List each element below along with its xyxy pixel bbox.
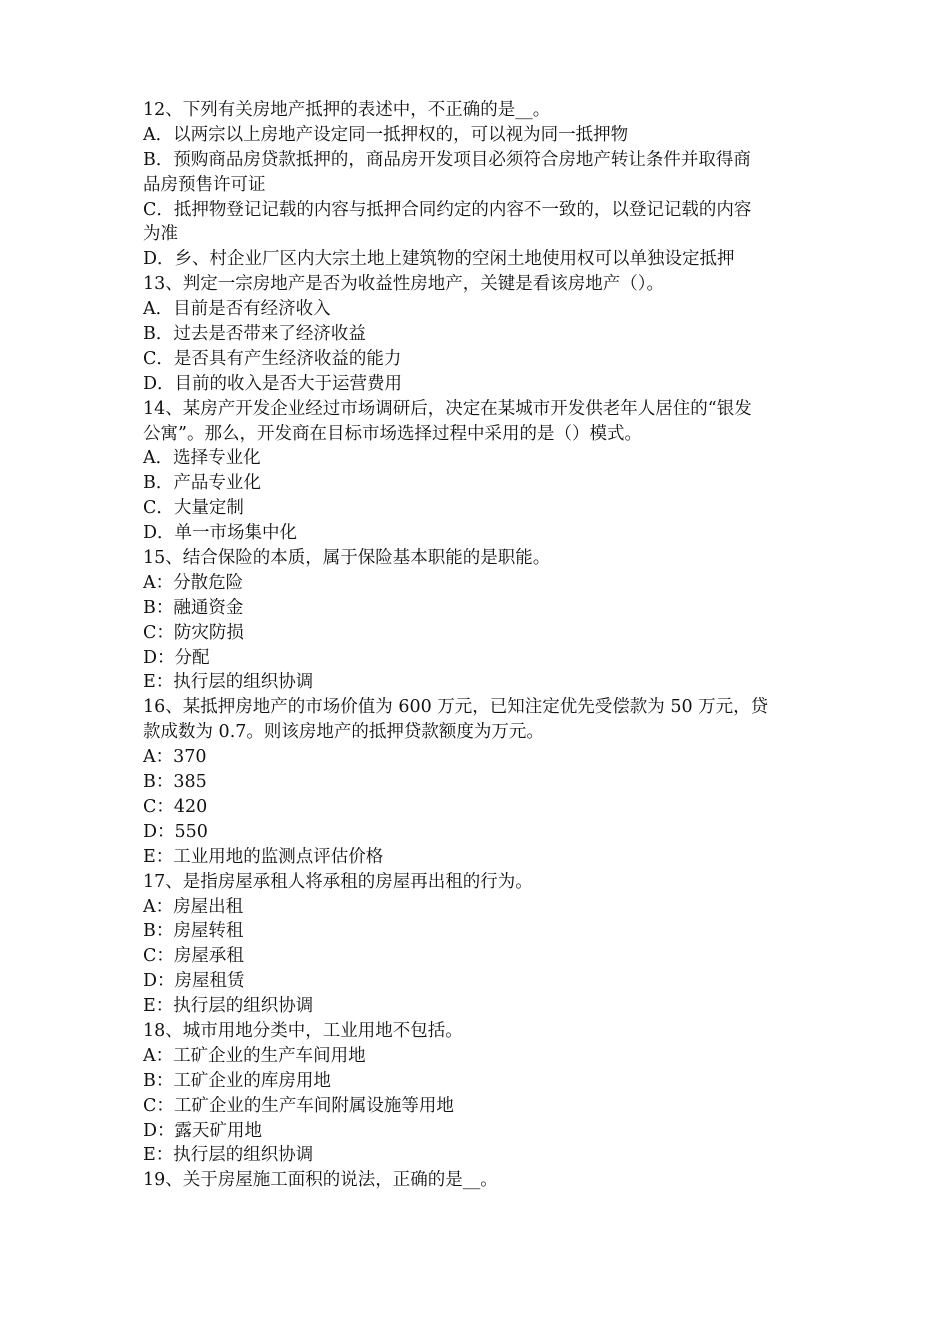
question-13-option-d: D．目前的收入是否大于运营费用 [143,373,403,394]
question-16-option-d: D：550 [143,821,208,842]
question-17-option-b: B：房屋转租 [143,921,244,942]
question-17-stem: 17、是指房屋承租人将承租的房屋再出租的行为。 [143,871,533,892]
question-16-stem-cont: 款成数为 0.7。则该房地产的抵押贷款额度为万元。 [143,722,544,743]
question-15-option-e: E：执行层的组织协调 [143,672,314,693]
question-12-option-d: D．乡、村企业厂区内大宗土地上建筑物的空闲土地使用权可以单独设定抵押 [143,249,735,270]
question-19-stem: 19、关于房屋施工面积的说法，正确的是__。 [143,1170,498,1191]
question-14-option-d: D．单一市场集中化 [143,523,298,544]
document-body [143,98,815,1193]
question-15-option-d: D：分配 [143,647,210,668]
question-18-option-e: E：执行层的组织协调 [143,1145,314,1166]
question-12-option-b-cont: 品房预售许可证 [143,174,266,195]
question-15-option-a: A：分散危险 [143,572,244,593]
question-15-option-b: B：融通资金 [143,597,244,618]
question-18-option-d: D：露天矿用地 [143,1120,263,1141]
question-18-option-a: A：工矿企业的生产车间用地 [143,1045,366,1066]
question-14-option-a: A．选择专业化 [143,448,261,469]
question-16-option-a: A：370 [143,747,207,768]
question-17-option-a: A：房屋出租 [143,896,244,917]
question-14-stem-cont: 公寓”。那么，开发商在目标市场选择过程中采用的是（）模式。 [143,423,642,444]
question-13-option-c: C．是否具有产生经济收益的能力 [143,348,402,369]
question-16-option-e: E：工业用地的监测点评估价格 [143,846,384,867]
question-13-option-b: B．过去是否带来了经济收益 [143,324,366,345]
question-16-option-c: C：420 [143,796,208,817]
question-12-option-c: C．抵押物登记记载的内容与抵押合同约定的内容不一致的，以登记记载的内容 [143,199,752,220]
question-17-option-e: E：执行层的组织协调 [143,996,314,1017]
question-15-stem: 15、结合保险的本质，属于保险基本职能的是职能。 [143,548,551,569]
question-13-option-a: A．目前是否有经济收入 [143,299,331,320]
question-14-option-b: B．产品专业化 [143,473,261,494]
question-14-stem: 14、某房产开发企业经过市场调研后，决定在某城市开发供老年人居住的“银发 [143,398,752,419]
question-12-option-b: B．预购商品房贷款抵押的，商品房开发项目必须符合房地产转让条件并取得商 [143,149,751,170]
question-12-stem: 12、下列有关房地产抵押的表述中，不正确的是__。 [143,100,551,120]
question-16-stem: 16、某抵押房地产的市场价值为 600 万元，已知注定优先受偿款为 50 万元，贷 [143,697,769,718]
question-13-stem: 13、判定一宗房地产是否为收益性房地产，关键是看该房地产（）。 [143,274,665,295]
question-12-option-a: A．以两宗以上房地产设定同一抵押权的，可以视为同一抵押物 [143,124,629,145]
question-16-option-b: B：385 [143,772,207,793]
question-18-option-c: C：工矿企业的生产车间附属设施等用地 [143,1095,454,1116]
question-18-stem: 18、城市用地分类中，工业用地不包括。 [143,1020,463,1041]
question-18-option-b: B：工矿企业的库房用地 [143,1070,331,1091]
question-15-option-c: C：防灾防损 [143,622,244,643]
question-14-option-c: C．大量定制 [143,498,244,519]
question-17-option-c: C：房屋承租 [143,946,244,967]
question-12-option-c-cont: 为准 [143,224,178,245]
question-17-option-d: D：房屋租赁 [143,971,245,992]
